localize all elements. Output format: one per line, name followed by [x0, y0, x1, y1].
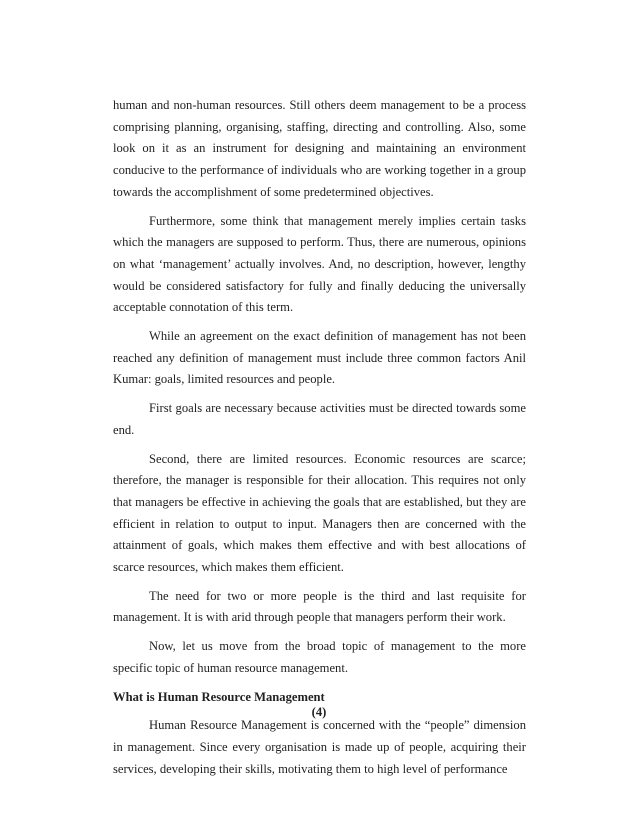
document-body: [113, 95, 526, 787]
paragraph: Now, let us move from the broad topic of management to the more specific topic of human resource management.: [113, 639, 526, 675]
page-number: (4): [311, 705, 327, 719]
paragraph: Human Resource Management is concerned with the “people” dimension in management. Since every organisation is made up of people, acquiring their services, developing their skills, motivating them to high level of performance: [113, 718, 526, 776]
paragraph: First goals are necessary because activities must be directed towards some end.: [113, 401, 526, 437]
paragraph: Furthermore, some think that management merely implies certain tasks which the managers are supposed to perform. Thus, there are numerous, opinions on what ‘management’ actually involves. And, no description, however, lengthy would be considered satisfactory for fully and finally deducing the universally acceptable connotation of this term.: [113, 213, 526, 315]
paragraph: The need for two or more people is the third and last requisite for management. It is with arid through people that managers perform their work.: [113, 588, 526, 625]
section-heading: What is Human Resource Management: [113, 689, 325, 704]
paragraph: While an agreement on the exact definition of management has not been reached any definition of management must include three common factors Anil Kumar: goals, limited resources and people.: [113, 329, 526, 387]
paragraph: Second, there are limited resources. Economic resources are scarce; therefore, the manager is responsible for their allocation. This requires not only that managers be effective in achieving the goals that are established, but they are efficient in relation to output to input. Managers then are concerned with the attainment of goals, which makes them effective and with best allocations of scarce resources, which makes them efficient.: [113, 451, 526, 575]
paragraph-continued: human and non-human resources. Still others deem management to be a process comprising planning, organising, staffing, directing and controlling. Also, some look on it as an instrument for designing and maintaining an environment conducive to the performance of individuals who are working together in a group towards the accomplishment of some predetermined objectives.: [113, 98, 526, 199]
